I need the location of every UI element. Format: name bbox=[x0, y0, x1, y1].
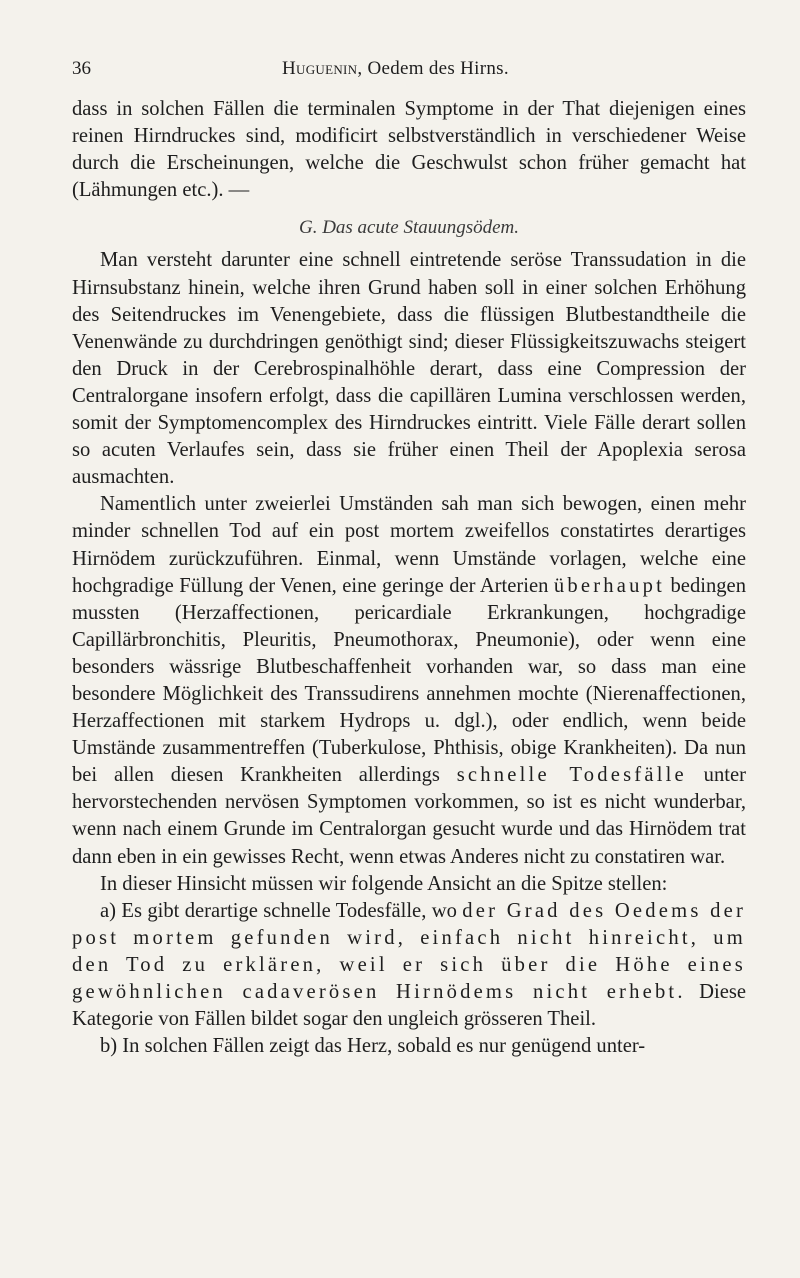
spaced-emphasis: schnelle Todesfälle bbox=[456, 764, 687, 787]
text-span: unter hervorstechenden nervösen Symptomen vorkommen, so ist es nicht wunderbar, wenn nach einem Grunde im Centralorgan gesucht wurde und das Hirnödem trat dann eben in ein gewisses Recht, wenn etwas Anderes nicht zu constatiren war. bbox=[72, 764, 746, 868]
running-header bbox=[72, 58, 746, 80]
spaced-emphasis: überhaupt bbox=[553, 574, 666, 597]
paragraph-point-b: b) In solchen Fällen zeigt das Herz, sobald es nur genügend unter- bbox=[100, 1035, 646, 1058]
paragraph-thesis-intro: In dieser Hinsicht müssen wir folgende Ansicht an die Spitze stellen: bbox=[100, 872, 668, 895]
section-heading: G. Das acute Stauungsödem. bbox=[298, 217, 520, 239]
text-span: a) Es gibt derartige schnelle Todesfälle, wo bbox=[100, 899, 463, 922]
paragraph-definition: Man versteht darunter eine schnell eintretende seröse Transsudation in die Hirnsubstanz hinein, welche ihren Grund haben soll in einer solchen Erhöhung des Seitendruckes im Venengebiete, dass die flüssigen Blutbestandtheile die Venenwände zu durchdringen genöthigt sind; dieser Flüssigkeitszuwachs steigert den Druck in der Cerebrospinalhöhle derart, dass eine Compression der Centralorgane insofern erfolgt, dass die capillären Lumina verschlossen werden, somit der Symptomencomplex des Hirndruckes eintritt. Viele Fälle derart sollen so acuten Verlaufes sein, dass sie früher einen Theil der Apoplexia serosa ausmachten. bbox=[72, 249, 746, 489]
paragraph-continuation: dass in solchen Fällen die terminalen Symptome in der That diejenigen eines reinen Hirndruckes sind, modificirt selbstverständlich in verschiedener Weise durch die Erscheinungen, welche die Geschwulst schon früher gemacht hat (Lähmungen etc.). — bbox=[72, 98, 746, 202]
text-span: bedingen mussten (Herzaffectionen, pericardiale Erkrankungen, hochgradige Capillärbronchitis, Pleuritis, Pneumothorax, Pneumonie), oder wenn eine besonders wässrige Blutbeschaffenheit vorhanden war, so dass man eine besondere Möglichkeit des Transsudirens annehmen mochte (Nierenaffectionen, Herzaffectionen mit starkem Hydrops u. dgl.), oder endlich, wenn beide Umstände zusammentreffen (Tuberkulose, Phthisis, obige Krankheiten). Da nun bei allen diesen Krankheiten allerdings bbox=[72, 574, 746, 787]
text-span: Namentlich unter zweierlei Umständen sah man sich bewogen, einen mehr minder schnellen Tod auf ein post mortem zweifellos constatirtes derartiges Hirnödem zurückzuführen. Einmal, wenn Umstände vorlagen, welche eine hochgradige Füllung der Venen, eine geringe der Arterien bbox=[72, 493, 746, 597]
paragraph-point-a bbox=[72, 898, 746, 1033]
spaced-emphasis: der Grad des Oedems der post mortem gefunden wird, einfach nicht hinreicht, um den Tod zu erklären, weil er sich über die Höhe eines gewöhnlichen cadaverösen Hirnödems nicht erhebt. bbox=[72, 899, 746, 1003]
text-span: Diese Kategorie von Fällen bildet sogar den ungleich grösseren Theil. bbox=[72, 981, 746, 1031]
page-number: 36 bbox=[72, 58, 91, 79]
author-name: Huguenin bbox=[282, 58, 358, 79]
paragraph-circumstances bbox=[72, 491, 746, 870]
running-title-rest: , Oedem des Hirns. bbox=[357, 58, 509, 79]
running-title bbox=[282, 58, 509, 80]
